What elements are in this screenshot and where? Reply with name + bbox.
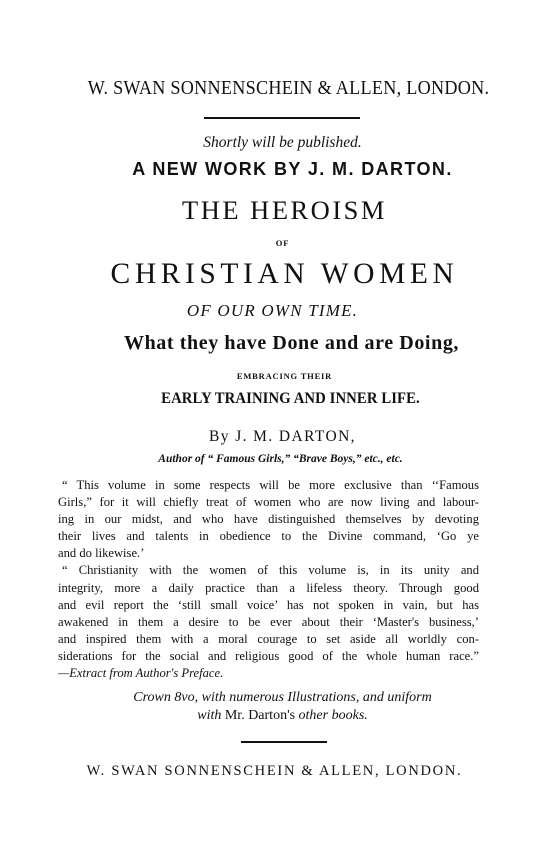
- format-note-author: Mr. Darton's: [224, 708, 296, 723]
- quote-line: their lives and talents in obedience to the Divine command, ‘Go ye: [58, 529, 479, 544]
- quote-line: and do likewise.’: [58, 546, 145, 561]
- format-note-books: other books.: [295, 708, 368, 723]
- bottom-divider: [241, 741, 327, 743]
- quote-line: Girls,” for it will chiefly treat of women who are now living and labour-: [58, 495, 479, 510]
- extract-attribution: —Extract from Author's Preface.: [58, 666, 224, 681]
- quote-line: siderations for the social and religious good of the whole human race.”: [58, 648, 479, 663]
- publisher-footer: W. SWAN SONNENSCHEIN & ALLEN, LONDON.: [86, 763, 463, 779]
- early-training-heading: EARLY TRAINING AND INNER LIFE.: [161, 390, 420, 407]
- author-byline: By J. M. DARTON,: [209, 428, 356, 445]
- format-note-line2: [14, 708, 537, 724]
- quote-line: and evil report the ‘still small voice’ has not spoken in vain, but has: [58, 597, 479, 612]
- top-divider: [204, 117, 360, 119]
- new-work-heading: A NEW WORK BY J. M. DARTON.: [132, 159, 453, 179]
- quote-line: and inspired them with a moral courage to set aside all worldly con-: [58, 631, 479, 646]
- author-credits: Author of “ Famous Girls,” “Brave Boys,” etc., etc.: [158, 453, 403, 465]
- quote-line: integrity, more a daily practice than a lifeless theory. Through good: [58, 580, 479, 595]
- quote-line: “ Christianity with the women of this volume is, in its unity and: [62, 563, 479, 578]
- quote-line: awakened in them a desire to be ever about their ‘Master's business,’: [58, 614, 479, 629]
- subtitle: What they have Done and are Doing,: [123, 332, 460, 354]
- format-note-with: with: [197, 708, 225, 723]
- quote-line: ing in our midst, and who have distinguished themselves by devoting: [58, 512, 479, 527]
- embracing-label: EMBRACING THEIR: [236, 371, 333, 381]
- quote-line: “ This volume in some respects will be more exclusive than ‘‘Famous: [62, 478, 479, 492]
- announcement-line: Shortly will be published.: [203, 134, 362, 151]
- preface-quote: [58, 477, 479, 682]
- title-own-time: OF OUR OWN TIME.: [186, 301, 359, 320]
- format-note-line1: Crown 8vo, with numerous Illustrations, and uniform: [133, 690, 432, 705]
- publisher-heading: W. SWAN SONNENSCHEIN & ALLEN, LONDON.: [87, 78, 490, 99]
- title-christian-women: CHRISTIAN WOMEN: [110, 258, 459, 290]
- title-heroism: THE HEROISM: [182, 195, 387, 225]
- title-of: OF: [275, 238, 290, 248]
